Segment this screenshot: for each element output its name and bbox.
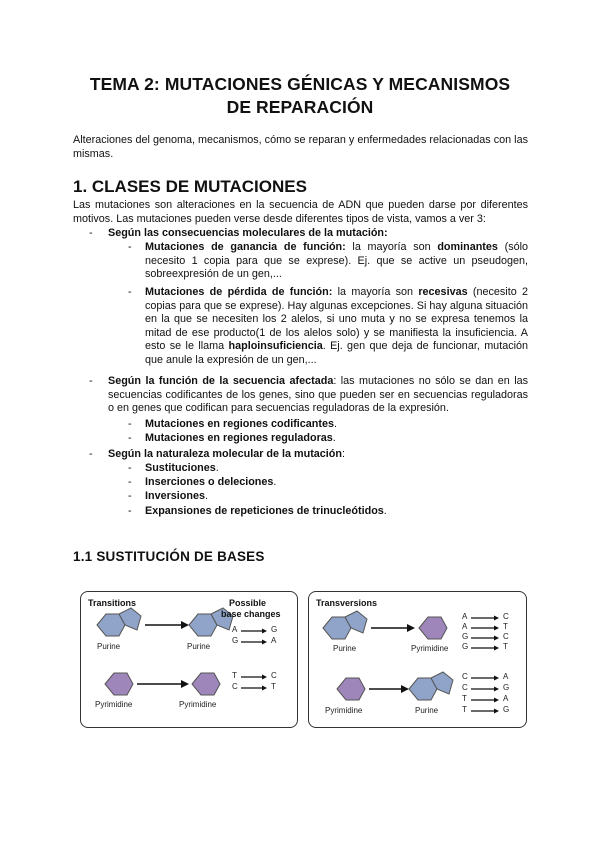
loss-text-3: . Ej. gen que deja de funcionar, mutación que anule la expresión de un gen,... [145, 340, 529, 366]
base-from-label: A [232, 625, 238, 634]
pyrimidine-molecule-icon [105, 673, 133, 695]
bullet-dash: - [128, 476, 132, 488]
base-from-label: A [462, 622, 468, 631]
arrow-head-icon [494, 687, 499, 692]
loss-of-function-item [145, 286, 528, 368]
list-item-bold: Inserciones o deleciones [145, 476, 274, 488]
arrow-head-icon [407, 624, 415, 632]
transversions-panel [308, 591, 527, 728]
pyrimidine-label: Pyrimidine [325, 706, 363, 715]
bullet-dash: - [128, 241, 132, 253]
arrow-head-icon [262, 640, 267, 645]
pyrimidine-label: Pyrimidine [95, 700, 133, 709]
bullet-dash: - [128, 462, 132, 474]
pyrimidine-molecule-icon [337, 678, 365, 700]
bullet-3-bold: Según la naturaleza molecular de la mutación [108, 448, 342, 460]
bullet-2-bold: Según la función de la secuencia afectada [108, 375, 334, 387]
list-item-bold: Sustituciones [145, 462, 216, 474]
base-to-label: A [503, 672, 509, 681]
loss-text: la mayoría son [332, 286, 419, 298]
arrow-head-icon [494, 646, 499, 651]
base-change-arrows [241, 629, 267, 691]
base-to-label: G [271, 625, 278, 634]
bullet-2-text: : las mutaciones no sólo se dan en las secuencias codificantes de los genes, sino que pueden ser en secuencias reguladoras o en genes que codifican para secuencias reguladoras de la expresión. [108, 375, 529, 415]
base-to-label: A [271, 636, 277, 645]
section-paragraph: Las mutaciones son alteraciones en la secuencia de ADN que pueden darse por diferentes motivos. Las mutaciones pueden verse desde diferentes tipos de vista, vamos a ver 3: [73, 199, 528, 225]
list-item-end: . [332, 432, 336, 444]
list-item-end: . [215, 462, 219, 474]
loss-bold: Mutaciones de pérdida de función: [145, 286, 333, 298]
bullet-dash: - [128, 490, 132, 502]
arrow-head-icon [494, 616, 499, 621]
title-line-1: TEMA 2: MUTACIONES GÉNICAS Y MECANISMOS [89, 74, 511, 94]
arrow-head-icon [262, 686, 267, 691]
transitions-panel [80, 591, 298, 728]
base-from-label: G [462, 642, 469, 651]
base-from-label: C [462, 683, 468, 692]
title-line-2: DE REPARACIÓN [226, 97, 374, 117]
purine-label: Purine [97, 642, 121, 651]
list-item [145, 462, 219, 476]
list-item-bold: Expansiones de repeticiones de trinucleótidos [145, 505, 384, 517]
purine-label: Purine [333, 644, 357, 653]
bullet-2 [108, 375, 528, 416]
list-item [145, 490, 208, 504]
gain-text: la mayoría son [345, 241, 438, 253]
pyrimidine-molecule-icon [419, 617, 447, 639]
bullet-3-end: : [342, 448, 345, 460]
subsection-heading: 1.1 SUSTITUCIÓN DE BASES [73, 549, 265, 564]
arrow-head-icon [262, 629, 267, 634]
pyrimidine-molecule-icon [192, 673, 220, 695]
list-item [145, 476, 276, 490]
gain-text-2: (sólo necesito 1 copia para que se exprese). Ej. que se active un pseudogen, sobreexpresión de un gen,... [145, 241, 528, 281]
bullet-dash: - [128, 432, 132, 444]
bullet-dash: - [128, 286, 132, 298]
list-item-end: . [334, 418, 337, 430]
arrow-head-icon [262, 675, 267, 680]
loss-text-2: (necesito 2 copias para que se exprese). Hay algunas excepciones. Si hay alguna situación en la que se necesiten los 2 alelos, si uno muta y no se expresa tenemos la mitad de ese producto(1 de los alelos solo) y se manifiesta la insuficiencia. A esto se le llama [145, 286, 528, 353]
arrow-head-icon [494, 709, 499, 714]
bullet-1 [108, 227, 528, 241]
bullet-dash: - [89, 227, 93, 239]
page-title [60, 73, 540, 119]
bullet-dash: - [89, 448, 93, 460]
purine-label: Purine [415, 706, 439, 715]
pyrimidine-label: Pyrimidine [411, 644, 449, 653]
loss-haplo: haploinsuficiencia [228, 340, 323, 353]
base-to-label: A [503, 694, 509, 703]
arrow-head-icon [401, 685, 409, 693]
list-item-end: . [273, 476, 277, 488]
bullet-dash: - [89, 375, 93, 387]
arrow-head-icon [181, 621, 189, 629]
purine-molecule-icon [97, 608, 141, 636]
list-item-bold: Mutaciones en regiones codificantes [145, 418, 334, 430]
base-to-label: T [503, 622, 508, 631]
base-to-label: G [503, 683, 510, 692]
possible-label: Possible [229, 598, 267, 608]
bullet-dash: - [128, 418, 132, 430]
gain-bold: Mutaciones de ganancia de función: [145, 241, 346, 253]
pyrimidine-label: Pyrimidine [179, 700, 217, 709]
purine-molecule-icon [323, 611, 367, 639]
base-changes-label: base changes [221, 609, 281, 619]
base-to-label: T [271, 682, 276, 691]
bullet-3 [108, 448, 345, 462]
base-from-label: T [462, 705, 467, 714]
purine-label: Purine [187, 642, 211, 651]
section-heading: 1. CLASES DE MUTACIONES [73, 177, 307, 196]
gain-of-function-item [145, 241, 528, 282]
list-item-bold: Mutaciones en regiones reguladoras [145, 432, 333, 444]
list-item [145, 418, 337, 432]
purine-molecule-icon [409, 672, 453, 700]
base-to-label: C [503, 612, 509, 621]
base-from-label: T [232, 671, 237, 680]
bullet-1-title: Según las consecuencias moleculares de la mutación: [108, 227, 388, 239]
transitions-title: Transitions [88, 598, 137, 608]
list-item-end: . [205, 490, 209, 502]
arrow-head-icon [181, 680, 189, 688]
base-to-label: T [503, 642, 508, 651]
list-item [145, 432, 336, 446]
intro-paragraph: Alteraciones del genoma, mecanismos, cómo se reparan y enfermedades relacionadas con las mismas. [73, 134, 528, 160]
base-change-arrows [471, 616, 499, 714]
transversions-title: Transversions [316, 598, 378, 608]
gain-dominant: dominantes [437, 241, 498, 253]
base-to-label: G [503, 705, 510, 714]
loss-recessive: recesivas [418, 286, 468, 298]
list-item [145, 505, 387, 519]
base-from-label: G [232, 636, 239, 645]
arrow-head-icon [494, 636, 499, 641]
bullet-dash: - [128, 505, 132, 517]
base-from-label: C [232, 682, 238, 691]
arrow-head-icon [494, 698, 499, 703]
base-from-label: G [462, 632, 469, 641]
list-item-bold: Inversiones [145, 490, 206, 502]
list-item-end: . [383, 505, 387, 517]
arrow-head-icon [494, 676, 499, 681]
base-to-label: C [271, 671, 277, 680]
base-to-label: C [503, 632, 509, 641]
arrow-head-icon [494, 626, 499, 631]
base-from-label: A [462, 612, 468, 621]
base-from-label: C [462, 672, 468, 681]
base-from-label: T [462, 694, 467, 703]
